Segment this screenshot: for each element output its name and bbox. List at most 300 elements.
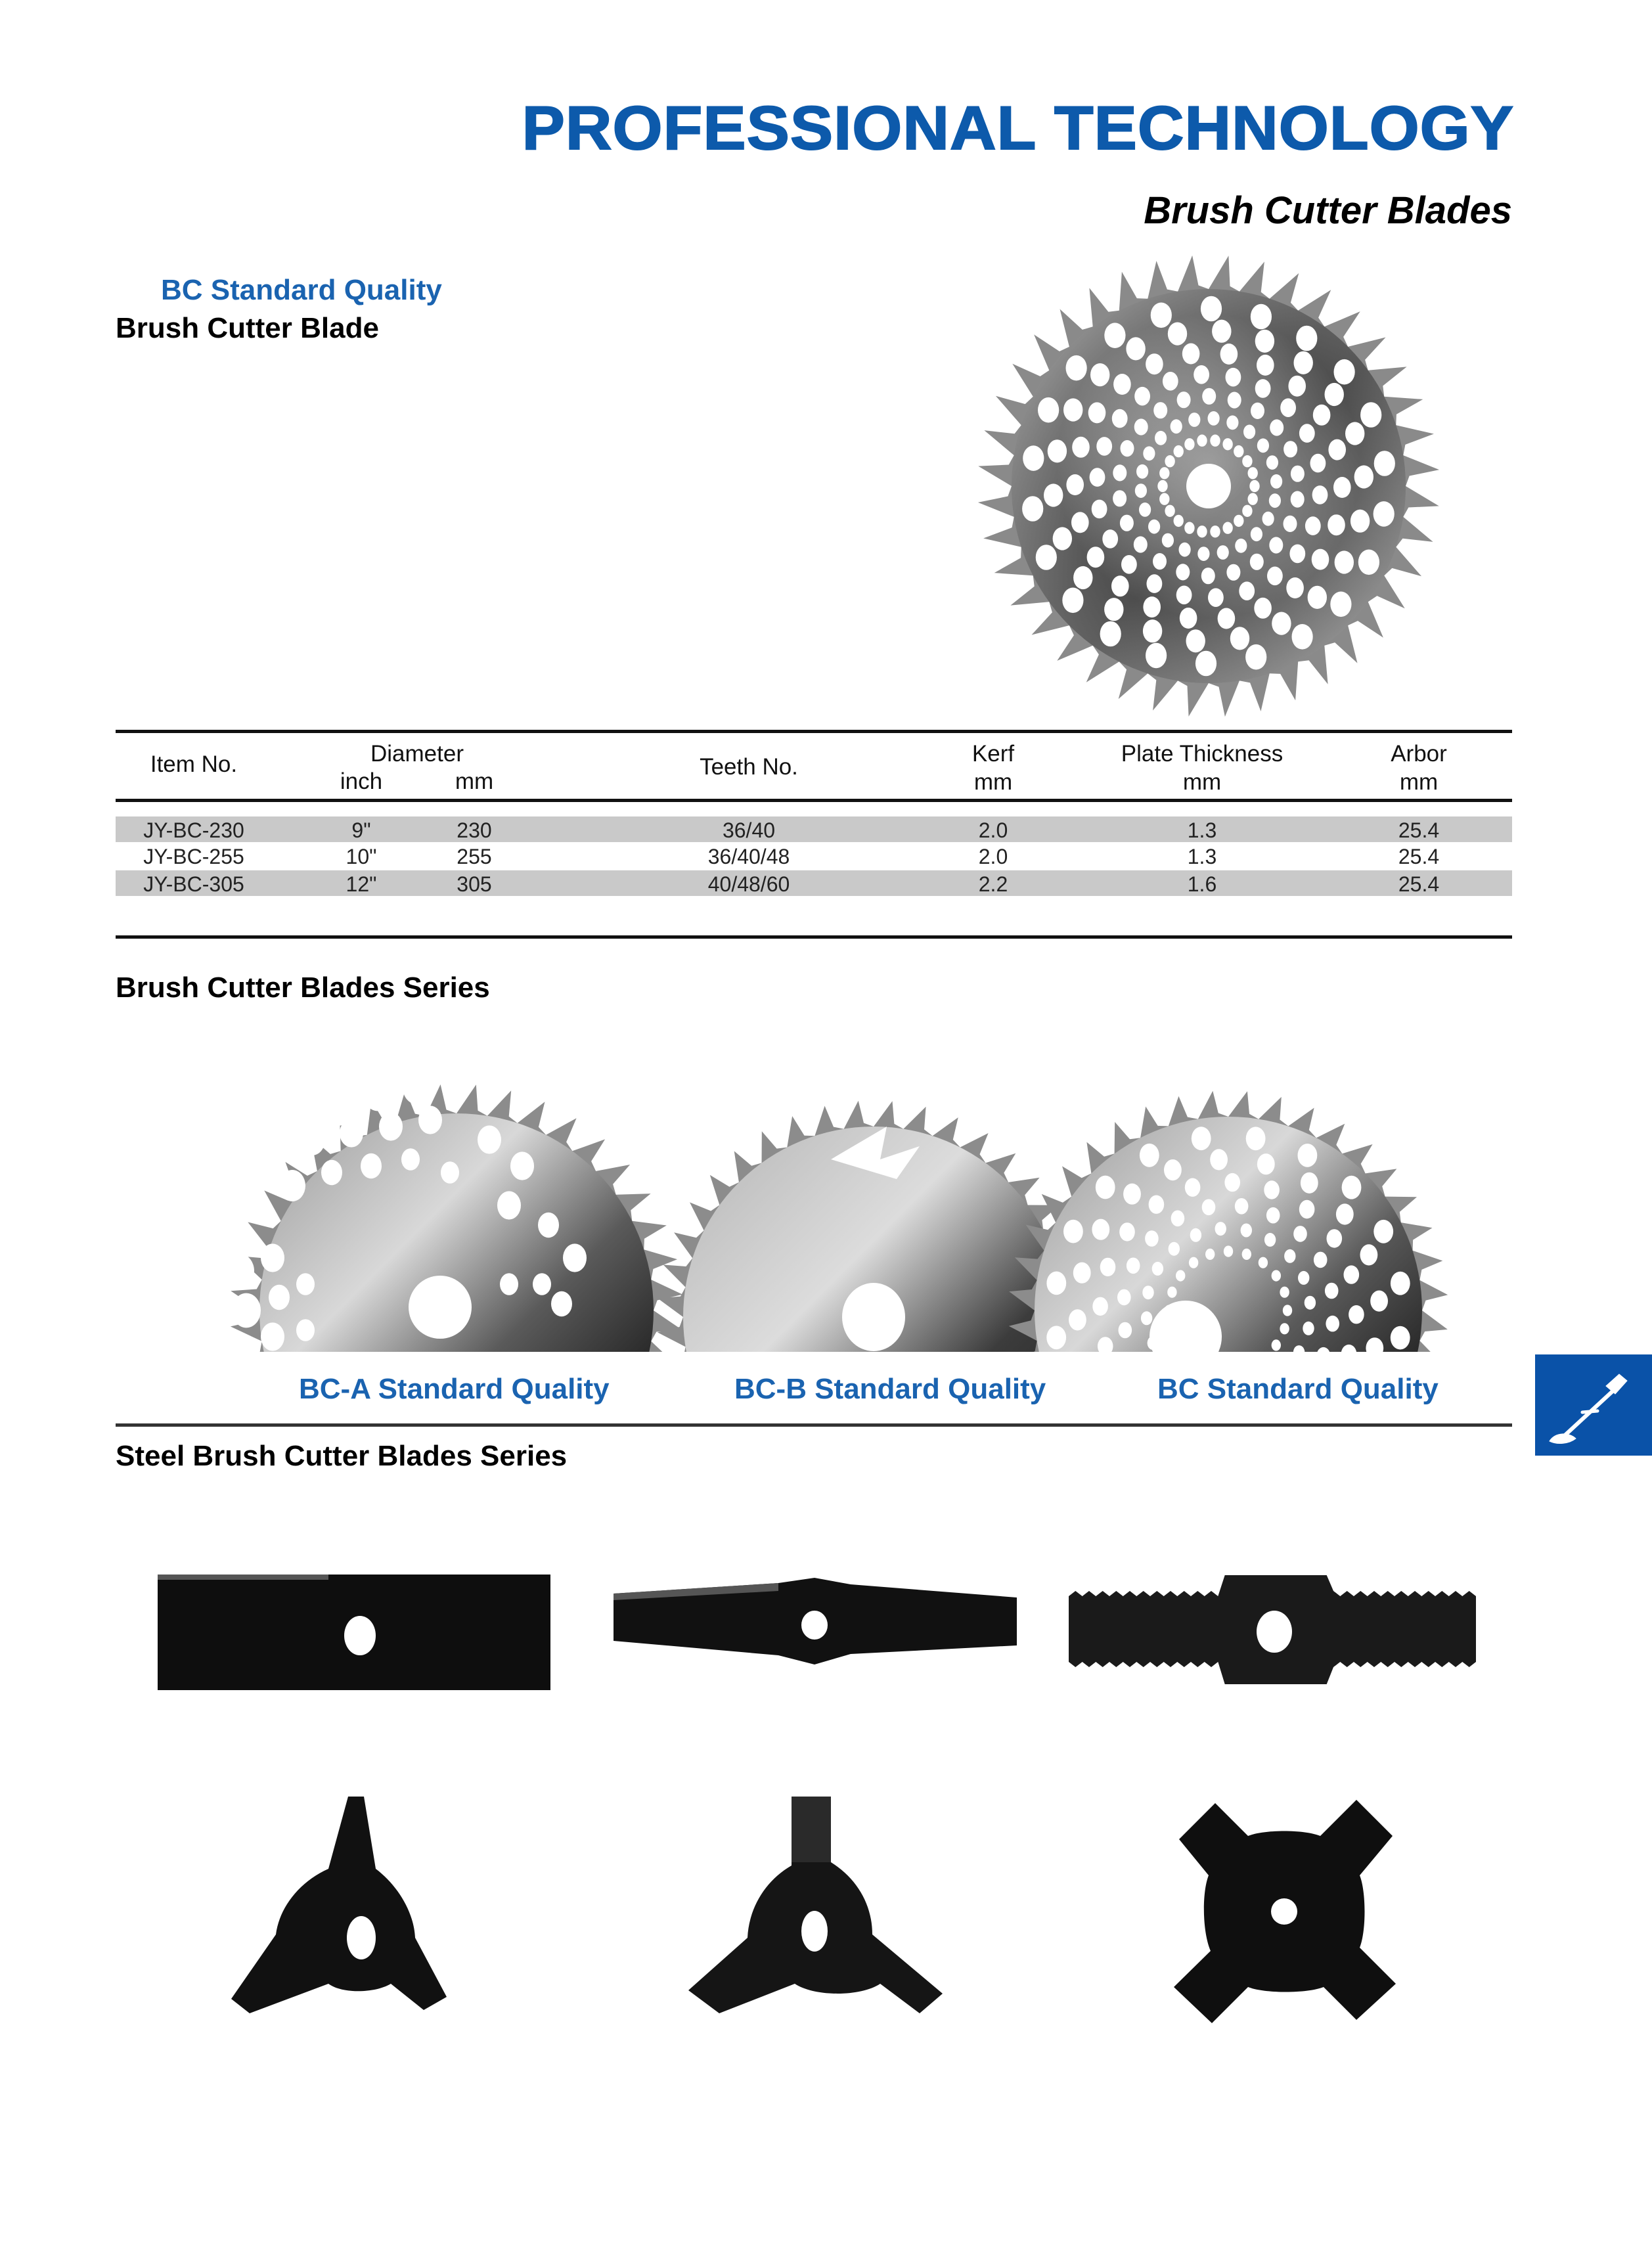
blade-hole — [1308, 586, 1327, 609]
blade-hole — [1208, 411, 1220, 426]
blade-hole — [1270, 474, 1282, 489]
blade-hole — [1342, 1176, 1362, 1199]
table-cell-item: JY-BC-230 — [143, 818, 244, 842]
blade-hole — [1234, 445, 1243, 457]
blade-hole — [1096, 437, 1112, 456]
table-cell-kerf: 2.0 — [978, 845, 1008, 868]
table-cell-plate: 1.6 — [1187, 872, 1217, 896]
blade-hole — [1121, 440, 1134, 457]
blade-hole — [1149, 1196, 1165, 1214]
blade-hole — [1266, 455, 1278, 470]
blade-hole — [1171, 1211, 1185, 1227]
blade-hole — [1063, 1220, 1083, 1243]
blade-hole — [1023, 445, 1044, 471]
blade-hole — [1391, 1272, 1410, 1295]
blade-hole — [1176, 1270, 1185, 1282]
blade-hole — [1022, 496, 1043, 522]
blade-hole — [1251, 527, 1262, 541]
blade-hole — [1251, 403, 1264, 419]
blade-hole — [1286, 577, 1304, 598]
blade-hole — [1147, 574, 1163, 593]
blade-hole — [1179, 543, 1191, 557]
blade-hole — [1113, 490, 1127, 506]
blade-hole — [1230, 627, 1249, 650]
blade-hole — [1354, 465, 1373, 488]
table-cell-item: JY-BC-305 — [143, 872, 244, 896]
table-cell-inch: 10" — [346, 845, 377, 868]
blade-hole — [1186, 629, 1205, 652]
blade-hole — [1202, 1199, 1216, 1216]
blade-hole — [1248, 493, 1258, 505]
blade-hole — [1134, 418, 1148, 435]
header-plate-unit: mm — [1182, 769, 1222, 795]
table-cell-inch: 9" — [351, 818, 371, 842]
blade-hole — [1298, 1271, 1309, 1285]
series-label-bc-b: BC-B Standard Quality — [734, 1373, 1046, 1405]
blade-hole — [340, 1119, 363, 1147]
steel-series-title: Steel Brush Cutter Blades Series — [116, 1440, 568, 1472]
blade-hole — [1226, 564, 1240, 581]
blade-hole — [1224, 1173, 1240, 1192]
blade-hole — [500, 1273, 518, 1295]
blade-hole — [363, 1077, 392, 1111]
four-tooth-steel-blade — [1166, 1793, 1402, 2030]
blade-hole — [1284, 441, 1297, 457]
blade-hole — [1142, 1285, 1153, 1299]
blade-hole — [1111, 575, 1129, 596]
blade-hole — [1062, 588, 1083, 614]
blade-hole — [1176, 586, 1192, 605]
blade-hole — [1243, 425, 1255, 439]
table-cell-mm: 230 — [457, 818, 492, 842]
blade-hole — [1264, 1180, 1280, 1199]
blade-hole — [1328, 514, 1345, 535]
blade-hole — [1205, 1249, 1215, 1260]
blade-hole — [261, 1322, 284, 1351]
blade-hole — [1141, 1311, 1152, 1325]
blade-hole — [1254, 598, 1272, 619]
blade-hole — [1349, 1305, 1364, 1324]
blade-hole — [1163, 372, 1178, 391]
blade-hole — [1269, 493, 1281, 508]
blade-hole — [1327, 1229, 1343, 1247]
blade-hole — [1165, 505, 1174, 517]
page-subtitle: Brush Cutter Blades — [1144, 189, 1512, 232]
blade-hole — [1135, 483, 1147, 498]
blade-hole — [1208, 588, 1224, 607]
blade-hole — [1197, 435, 1207, 447]
header-diameter: Diameter — [370, 741, 464, 767]
blade-hole — [1325, 383, 1344, 406]
blade-hole — [1246, 1127, 1266, 1150]
blade-hole — [1264, 1233, 1276, 1247]
header-mm: mm — [455, 769, 494, 794]
blade-hole — [1374, 451, 1395, 476]
blade-hole — [1120, 515, 1134, 531]
blade-hole — [1140, 1144, 1159, 1167]
blade-hole — [1169, 1242, 1180, 1256]
blade-hole — [1328, 439, 1346, 460]
blade-hole — [1174, 515, 1184, 527]
blade-hole — [1066, 355, 1087, 381]
blade-hole — [1092, 1219, 1109, 1240]
blade-hole — [1257, 438, 1269, 453]
header-kerf: Kerf — [971, 741, 1015, 767]
blade-hole — [1373, 1220, 1393, 1243]
blade-hole — [1262, 512, 1274, 526]
table-cell-kerf: 2.0 — [978, 818, 1008, 842]
blade-hole — [551, 1291, 572, 1316]
blade-hole — [1305, 516, 1321, 535]
blade-hole — [1272, 1270, 1281, 1282]
blade-hole — [1197, 525, 1207, 537]
blade-hole — [1195, 651, 1217, 677]
blade-hole — [1092, 500, 1107, 519]
blade-hole — [1210, 525, 1220, 537]
blade-hole — [1189, 1257, 1198, 1268]
blade-hole — [1234, 515, 1243, 527]
blade-hole — [401, 1148, 420, 1171]
blade-hole — [1228, 392, 1241, 409]
blade-hole — [1291, 491, 1305, 508]
blade-hole — [1162, 533, 1174, 548]
blade-hole — [1189, 1352, 1198, 1353]
blade-hole — [1113, 464, 1127, 481]
header-plate-thickness: Plate Thickness — [1121, 741, 1284, 767]
bc-b-blade — [658, 1101, 1090, 1353]
blade-hole — [1100, 621, 1121, 647]
blade-hole — [1245, 644, 1266, 670]
blade-hole — [1119, 1222, 1135, 1241]
blade-hole — [1222, 522, 1232, 534]
header-arbor: Arbor — [1391, 741, 1447, 767]
blade-hole — [1146, 643, 1167, 669]
table-cell-teeth: 36/40/48 — [707, 845, 790, 868]
arbor-hole — [1186, 464, 1231, 508]
blade-hole — [1102, 529, 1118, 548]
table-cell-teeth: 36/40 — [722, 818, 776, 842]
blade-hole — [1046, 1326, 1066, 1349]
blade-hole — [1270, 419, 1284, 436]
blade-hole — [1177, 391, 1191, 408]
blade-hole — [1249, 480, 1259, 492]
blade-hole — [1143, 596, 1161, 617]
blade-hole — [379, 1112, 403, 1140]
blade-hole — [1344, 1265, 1360, 1284]
blade-hole — [1330, 592, 1351, 617]
header-item-no: Item No. — [150, 751, 238, 777]
page-title: PROFESSIONAL TECHNOLOGY — [522, 93, 1515, 162]
table-cell-arbor: 25.4 — [1398, 845, 1440, 868]
blade-hole — [1358, 550, 1379, 575]
blade-hole — [1152, 1262, 1163, 1276]
blade-hole — [269, 1285, 290, 1310]
blade-hole — [1185, 1178, 1201, 1197]
blade-hole — [1293, 1226, 1307, 1242]
two-tooth-steel-blade — [611, 1576, 1018, 1665]
blade-hole — [1313, 405, 1331, 426]
blade-hole — [1242, 455, 1252, 467]
blade-hole — [361, 1153, 382, 1178]
bc-blade — [1009, 1091, 1448, 1353]
blade-hole — [1360, 402, 1381, 428]
blade-hole — [225, 1254, 254, 1289]
blade-hole — [1180, 608, 1197, 629]
blade-hole — [1336, 1203, 1354, 1224]
series-rule — [116, 1423, 1512, 1427]
series-label-bc-a: BC-A Standard Quality — [299, 1373, 610, 1405]
blade-hole — [1248, 467, 1258, 479]
blade-hole — [321, 1160, 342, 1185]
blade-hole — [1220, 344, 1238, 365]
blade-hole — [1288, 376, 1306, 397]
blade-hole — [1113, 374, 1131, 395]
blade-hole — [1269, 537, 1283, 553]
blade-hole — [1151, 303, 1172, 328]
category-side-tab[interactable] — [1535, 1354, 1652, 1456]
blade-hole — [1159, 467, 1169, 479]
blade-hole — [1360, 1244, 1378, 1265]
blade-hole — [1305, 1296, 1316, 1310]
header-inch: inch — [340, 769, 383, 794]
blade-hole — [1284, 516, 1297, 532]
blade-hole — [1117, 1289, 1131, 1306]
table-cell-item: JY-BC-255 — [143, 845, 244, 868]
product-quality-label: BC Standard Quality — [161, 274, 442, 306]
blade-hole — [1333, 477, 1351, 498]
blade-hole — [1217, 545, 1229, 560]
blade-hole — [1280, 1323, 1289, 1334]
blade-hole — [1272, 1339, 1281, 1351]
blade-hole — [1334, 359, 1355, 385]
blade-hole — [1202, 388, 1216, 405]
blade-hole — [1299, 424, 1315, 443]
blade-hole — [1255, 330, 1274, 353]
blade-hole — [533, 1273, 551, 1295]
blade-hole — [1303, 1322, 1314, 1335]
blade-hole — [1296, 326, 1317, 351]
blade-hole — [1266, 1207, 1280, 1224]
blade-hole — [1298, 1144, 1318, 1167]
blade-hole — [1136, 464, 1148, 479]
blade-hole — [1312, 485, 1328, 504]
blade-hole — [1139, 503, 1151, 517]
blade-hole — [1153, 402, 1167, 418]
table-cell-inch: 12" — [346, 872, 377, 896]
blade-hole — [1235, 1198, 1249, 1215]
blade-hole — [1283, 1305, 1292, 1316]
blade-hole — [1314, 1252, 1328, 1268]
blade-hole — [1146, 353, 1163, 374]
blade-hole — [1167, 1287, 1176, 1298]
blade-hole — [1092, 1297, 1108, 1316]
blade-hole — [1370, 1291, 1388, 1312]
blade-hole — [1174, 445, 1184, 457]
table-bottom-rule — [116, 935, 1512, 939]
header-teeth-no: Teeth No. — [700, 754, 798, 780]
blade-hole — [1259, 1257, 1268, 1268]
blade-hole — [1038, 397, 1059, 423]
blade-hole — [1194, 365, 1209, 384]
blade-hole — [1071, 512, 1089, 533]
table-cell-mm: 305 — [457, 872, 492, 896]
blade-hole — [1190, 1228, 1201, 1242]
blade-hole — [1272, 612, 1291, 635]
blade-hole — [1046, 1272, 1066, 1295]
blade-hole — [1153, 553, 1167, 570]
serrated-steel-blade — [1067, 1571, 1478, 1686]
blade-hole — [1184, 522, 1194, 534]
blade-hole — [1391, 1326, 1410, 1350]
blade-hole — [1215, 1222, 1226, 1236]
blade-hole — [497, 1191, 521, 1219]
blade-hole — [1090, 468, 1105, 487]
blade-hole — [1155, 431, 1167, 445]
blade-hole — [1182, 344, 1200, 365]
blade-hole — [1292, 624, 1313, 650]
blade-hole — [1210, 435, 1220, 447]
blade-hole — [1096, 1176, 1115, 1199]
blade-hole — [563, 1243, 587, 1272]
blade-hole — [1351, 510, 1370, 533]
blade-hole — [1312, 549, 1329, 570]
blade-hole — [1063, 398, 1083, 421]
header-arbor-unit: mm — [1399, 769, 1439, 795]
blade-hole — [1289, 545, 1305, 564]
three-tooth-steel-blade — [223, 1797, 486, 2026]
header-kerf-unit: mm — [973, 769, 1013, 795]
blade-hole — [1100, 1258, 1116, 1276]
blade-hole — [1242, 505, 1252, 517]
blade-hole — [1218, 608, 1236, 629]
blade-hole — [1241, 1224, 1252, 1238]
blade-hole — [1326, 1316, 1339, 1332]
blade-hole — [1048, 439, 1067, 462]
series-title: Brush Cutter Blades Series — [116, 972, 490, 1004]
blade-hole — [1044, 483, 1063, 506]
table-cell-arbor: 25.4 — [1398, 872, 1440, 896]
blade-hole — [1104, 323, 1125, 348]
blade-hole — [1212, 320, 1231, 343]
brush-cutter-blade-image — [975, 253, 1442, 719]
blade-hole — [1127, 1258, 1140, 1274]
blade-hole — [403, 1070, 432, 1105]
blade-hole — [1284, 1249, 1295, 1263]
blade-hole — [1119, 1322, 1132, 1339]
blade-hole — [1066, 474, 1084, 495]
blade-hole — [1165, 455, 1174, 467]
table-cell-mm: 255 — [457, 845, 492, 868]
blade-hole — [1164, 1159, 1182, 1180]
blade-hole — [1087, 547, 1105, 568]
blade-hole — [1201, 296, 1222, 322]
blade-hole — [296, 1273, 315, 1295]
rectangular-steel-blade — [156, 1573, 552, 1691]
blade-hole — [1036, 545, 1057, 570]
blade-hole — [1255, 379, 1271, 398]
blade-hole — [538, 1213, 559, 1238]
blade-hole — [1134, 387, 1150, 406]
table-cell-plate: 1.3 — [1187, 845, 1217, 868]
blade-hole — [1291, 466, 1305, 482]
bc-a-blade — [225, 1070, 682, 1353]
product-name: Brush Cutter Blade — [116, 312, 379, 344]
blade-hole — [1168, 323, 1187, 346]
blade-hole — [1280, 398, 1296, 417]
table-cell-plate: 1.3 — [1187, 818, 1217, 842]
blade-hole — [1073, 1263, 1091, 1284]
blade-hole — [1257, 355, 1274, 376]
blade-hole — [1197, 547, 1209, 561]
blade-hole — [1159, 493, 1169, 505]
blade-hole — [1335, 550, 1354, 573]
table-cell-kerf: 2.2 — [978, 872, 1008, 896]
blade-hole — [1171, 419, 1182, 434]
blade-hole — [1235, 539, 1247, 553]
blade-hole — [261, 1243, 284, 1272]
blade-hole — [1310, 454, 1326, 473]
blade-hole — [1201, 568, 1215, 584]
brush-cutter-icon — [1535, 1354, 1652, 1456]
blade-hole — [1053, 527, 1072, 550]
blade-hole — [478, 1125, 501, 1153]
blade-hole — [1250, 554, 1264, 570]
blade-hole — [1259, 1352, 1268, 1353]
blade-hole — [1239, 581, 1255, 600]
blade-hole — [1145, 1230, 1159, 1247]
blade-hole — [1123, 1184, 1141, 1205]
blade-hole — [1121, 555, 1137, 574]
blade-hole — [1148, 520, 1160, 534]
blade-hole — [1226, 368, 1241, 387]
blade-hole — [1069, 1309, 1086, 1330]
blade-hole — [1267, 567, 1283, 586]
blade-hole — [510, 1151, 534, 1180]
blade-hole — [299, 1124, 325, 1155]
blade-hole — [1104, 598, 1123, 621]
blade-hole — [1126, 337, 1145, 360]
blade-hole — [279, 1170, 305, 1201]
blade-hole — [1176, 564, 1190, 580]
blade-hole — [441, 1161, 459, 1184]
blade-hole — [1251, 304, 1272, 330]
series-label-bc: BC Standard Quality — [1157, 1373, 1439, 1405]
blade-hole — [1345, 422, 1364, 445]
blade-hole — [232, 1293, 261, 1328]
blade-hole — [1188, 413, 1200, 427]
blade-hole — [1090, 363, 1109, 386]
blade-hole — [1294, 351, 1313, 374]
blade-hole — [1072, 437, 1090, 458]
table-cell-teeth: 40/48/60 — [707, 872, 790, 896]
brush-cutter-series-image — [141, 1008, 1494, 1353]
blade-hole — [1222, 438, 1232, 450]
blade-hole — [1134, 536, 1148, 552]
blade-hole — [1184, 438, 1194, 450]
blade-hole — [1157, 480, 1167, 492]
table-top-rule — [116, 730, 1512, 733]
blade-hole — [1301, 1173, 1318, 1194]
blade-hole — [1073, 566, 1092, 589]
blade-hole — [418, 1106, 442, 1134]
blade-hole — [1143, 446, 1155, 460]
table-header-rule — [116, 799, 1512, 802]
blade-hole — [296, 1319, 315, 1341]
blade-hole — [1088, 402, 1106, 423]
blade-hole — [1226, 415, 1238, 430]
blade-hole — [1224, 1245, 1233, 1257]
blade-hole — [1143, 619, 1162, 642]
